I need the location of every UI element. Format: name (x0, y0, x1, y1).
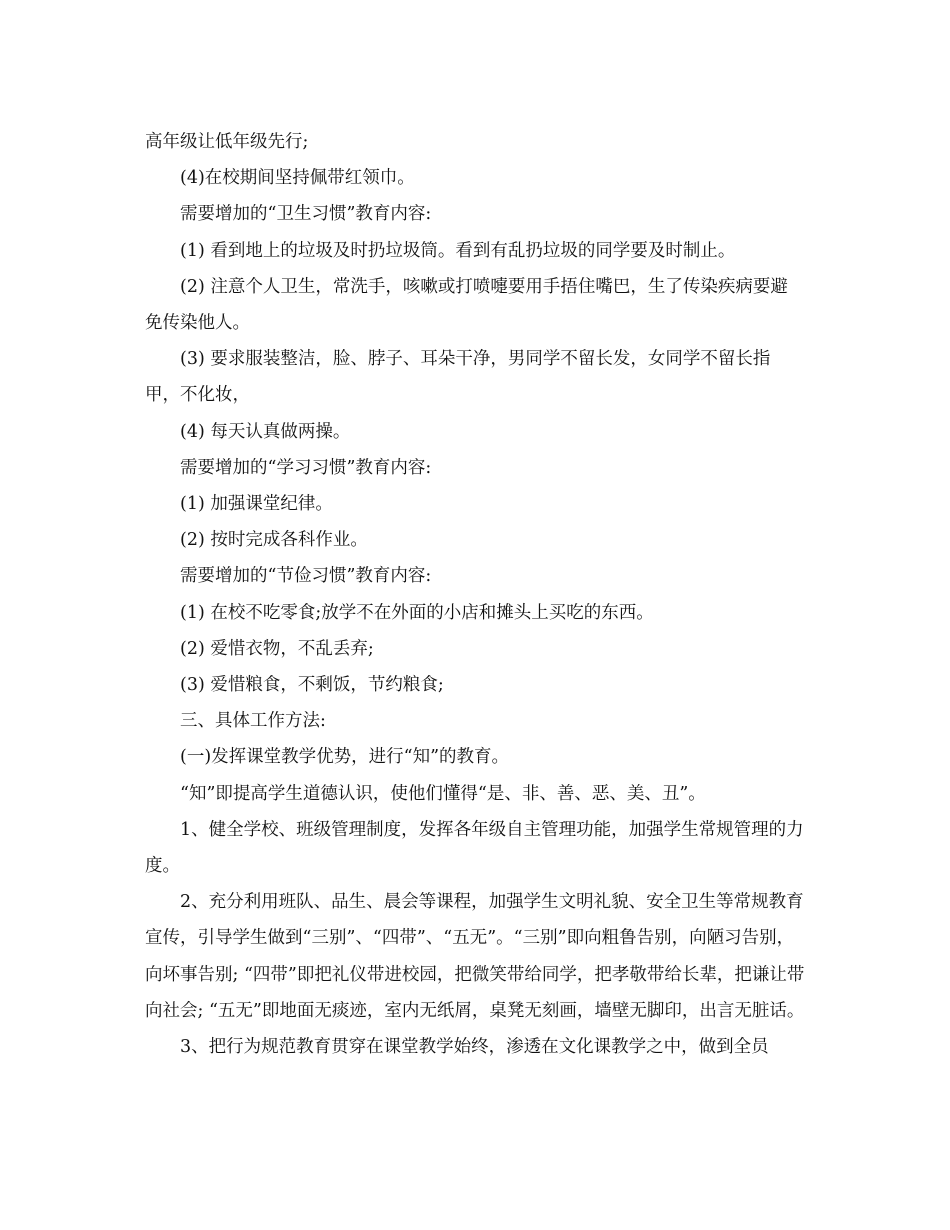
list-item: (3) 要求服装整洁，脸、脖子、耳朵干净，男同学不留长发，女同学不留长指甲，不化妆， (145, 349, 771, 406)
subsection-heading: (一)发挥课堂教学优势，进行“知”的教育。 (180, 747, 510, 768)
paragraph: (4)在校期间坚持佩带红领巾。 (180, 168, 415, 189)
section-heading: 需要增加的“节俭习惯”教育内容: (180, 566, 432, 587)
list-item: (3) 爱惜粮食，不剩饭，节约粮食; (180, 675, 444, 696)
list-item: (2) 注意个人卫生，常洗手，咳嗽或打喷嚏要用手捂住嘴巴，生了传染疾病要避免传染他人。 (145, 276, 788, 334)
paragraph: 高年级让低年级先行; (145, 132, 309, 152)
section-heading: 三、具体工作方法: (180, 711, 326, 732)
paragraph: 3、把行为规范教育贯穿在课堂教学始终，渗透在文化课教学之中，做到全员 (180, 1037, 769, 1058)
list-item: (1) 看到地上的垃圾及时扔垃圾筒。看到有乱扔垃圾的同学要及时制止。 (180, 240, 736, 261)
list-item: (1) 加强课堂纪律。 (180, 494, 333, 515)
list-item: (1) 在校不吃零食;放学不在外面的小店和摊头上买吃的东西。 (180, 602, 654, 623)
list-item: (2) 爱惜衣物，不乱丢弃; (180, 638, 374, 659)
paragraph: “知”即提高学生道德认识，使他们懂得“是、非、善、恶、美、丑”。 (180, 783, 706, 804)
paragraph: 1、健全学校、班级管理制度，发挥各年级自主管理功能，加强学生常规管理的力度。 (145, 819, 804, 877)
list-item: (2) 按时完成各科作业。 (180, 530, 368, 551)
document-body (145, 124, 805, 1065)
paragraph: 2、充分利用班队、品生、晨会等课程，加强学生文明礼貌、安全卫生等常规教育宣传，引导学生做到“三别”、“四带”、“五无”。“三别”即向粗鲁告别，向陋习告别，向坏事告别; “四带”即把礼仪带进校园，把微笑带给同学，把孝敬带给长辈，把谦让带向社会; “五无”即地面无痰迹，室内无纸屑，桌凳无刻画，墙壁无脚印，出言无脏话。 (145, 892, 805, 1021)
list-item: (4) 每天认真做两操。 (180, 421, 351, 442)
section-heading: 需要增加的“学习习惯”教育内容: (180, 457, 432, 478)
section-heading: 需要增加的“卫生习惯”教育内容: (180, 204, 432, 225)
